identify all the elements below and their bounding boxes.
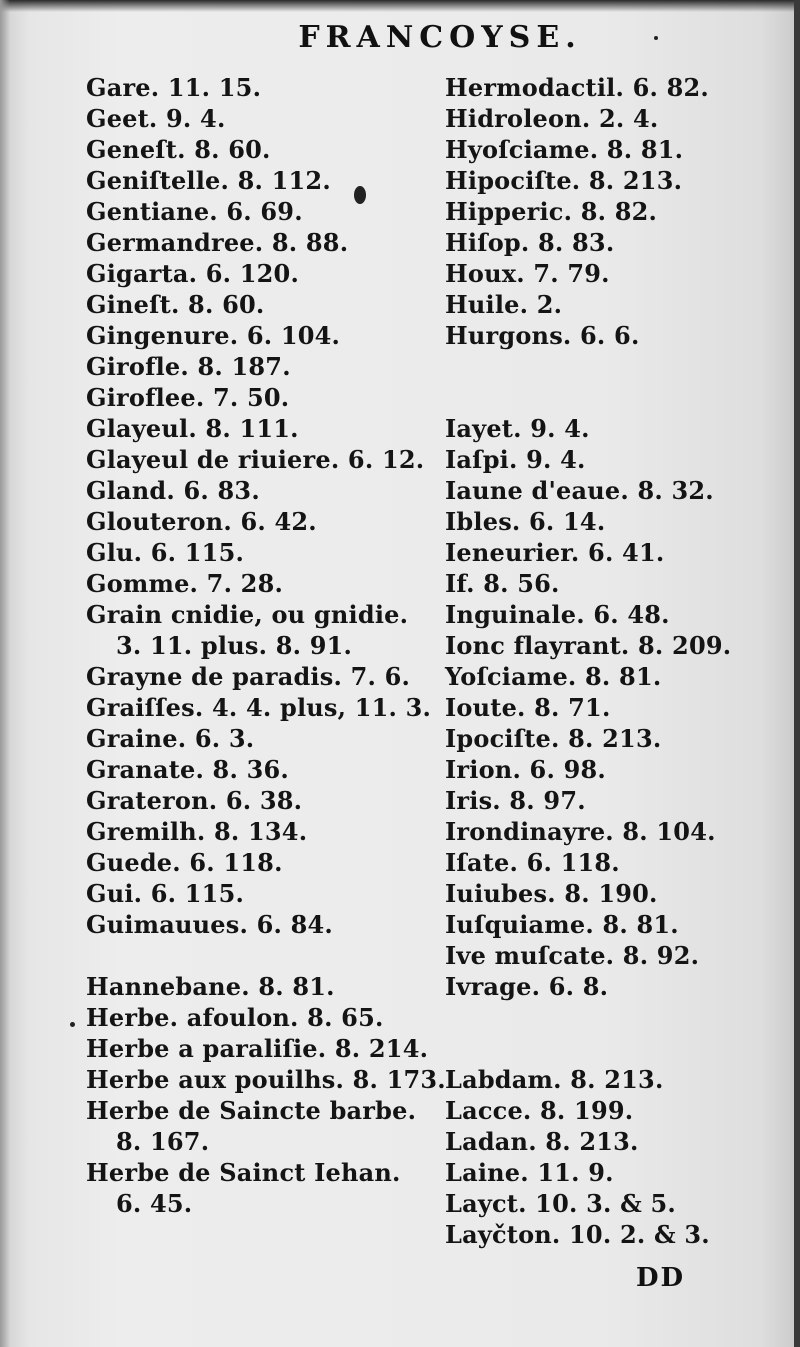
index-entry: Iayet. 9. 4. (445, 414, 590, 443)
running-head: FRANCOYSE. (298, 20, 582, 55)
index-entry: Herbe a paraliſie. 8. 214. (86, 1034, 429, 1063)
index-entry: Guimauues. 6. 84. (86, 910, 333, 939)
index-entry: Gigarta. 6. 120. (86, 259, 300, 288)
index-entry: Herbe de Saincte barbe. (86, 1096, 417, 1125)
index-entry: Houx. 7. 79. (445, 259, 610, 288)
index-entry: Gingenure. 6. 104. (86, 321, 341, 350)
index-entry-continuation: 3. 11. plus. 8. 91. (116, 631, 353, 660)
index-entry: Irondinayre. 8. 104. (445, 817, 716, 846)
index-entry: Yoſciame. 8. 81. (445, 662, 662, 691)
index-entry: Glu. 6. 115. (86, 538, 245, 567)
index-entry: Iaune d'eaue. 8. 32. (445, 476, 714, 505)
ink-speck (654, 36, 658, 40)
index-entry: Glouteron. 6. 42. (86, 507, 317, 536)
index-entry: Gineſt. 8. 60. (86, 290, 265, 319)
index-entry: Iuiubes. 8. 190. (445, 879, 658, 908)
index-entry: Glayeul. 8. 111. (86, 414, 299, 443)
index-entry: Ioute. 8. 71. (445, 693, 611, 722)
index-entry: Ive muſcate. 8. 92. (445, 941, 700, 970)
index-entry: Hipociſte. 8. 213. (445, 166, 683, 195)
section-gap (445, 351, 790, 382)
index-entry: Gentiane. 6. 69. (86, 197, 303, 226)
index-entry: Geet. 9. 4. (86, 104, 226, 133)
index-entry: Hermodactil. 6. 82. (445, 73, 709, 102)
index-column-right (445, 72, 790, 1250)
index-entry: Germandree. 8. 88. (86, 228, 349, 257)
index-entry: Ionc flayrant. 8. 209. (445, 631, 732, 660)
index-entry: Graine. 6. 3. (86, 724, 255, 753)
index-entry: Iaſpi. 9. 4. (445, 445, 586, 474)
index-entry: Iſate. 6. 118. (445, 848, 620, 877)
index-entry: Iris. 8. 97. (445, 786, 586, 815)
index-entry: Hurgons. 6. 6. (445, 321, 640, 350)
gutter-shadow (0, 0, 10, 1347)
index-entry: Hipperic. 8. 82. (445, 197, 658, 226)
page-top-shadow (0, 0, 800, 12)
index-entry: Labdam. 8. 213. (445, 1065, 664, 1094)
index-entry: If. 8. 56. (445, 569, 560, 598)
index-entry: Girofle. 8. 187. (86, 352, 291, 381)
index-entry: Hyoſciame. 8. 81. (445, 135, 684, 164)
section-gap (86, 940, 446, 971)
index-entry: Hannebane. 8. 81. (86, 972, 335, 1001)
index-column-left (86, 72, 446, 1219)
page-right-edge (794, 0, 800, 1347)
index-entry: Geneſt. 8. 60. (86, 135, 271, 164)
index-entry: Herbe de Sainct Iehan. (86, 1158, 401, 1187)
index-entry-continuation: 6. 45. (116, 1189, 193, 1218)
index-entry: Inguinale. 6. 48. (445, 600, 670, 629)
index-entry: Granate. 8. 36. (86, 755, 289, 784)
index-entry: Lacce. 8. 199. (445, 1096, 634, 1125)
section-gap (445, 1002, 790, 1033)
index-entry: Herbe. afoulon. 8. 65. (86, 1003, 384, 1032)
index-entry: Grayne de paradis. 7. 6. (86, 662, 411, 691)
index-entry: Gui. 6. 115. (86, 879, 245, 908)
index-entry: Grain cnidie, ou gnidie. (86, 600, 409, 629)
index-entry: Layčton. 10. 2. & 3. (445, 1220, 710, 1249)
index-entry-continuation: 8. 167. (116, 1127, 210, 1156)
index-entry: Gomme. 7. 28. (86, 569, 284, 598)
ink-speck (70, 1022, 75, 1027)
index-entry: Gare. 11. 15. (86, 73, 262, 102)
index-entry: Hidroleon. 2. 4. (445, 104, 659, 133)
section-gap (445, 1033, 790, 1064)
index-entry: Gremilh. 8. 134. (86, 817, 308, 846)
index-entry: Iuſquiame. 8. 81. (445, 910, 679, 939)
index-entry: Ipociſte. 8. 213. (445, 724, 662, 753)
index-entry: Ieneurier. 6. 41. (445, 538, 665, 567)
index-entry: Ibles. 6. 14. (445, 507, 606, 536)
index-entry: Giroflee. 7. 50. (86, 383, 290, 412)
index-entry: Laine. 11. 9. (445, 1158, 614, 1187)
index-entry: Geniſtelle. 8. 112. (86, 166, 331, 195)
ink-blot (354, 186, 366, 204)
index-entry: Grateron. 6. 38. (86, 786, 303, 815)
index-entry: Herbe aux pouilhs. 8. 173. (86, 1065, 446, 1094)
index-entry: Glayeul de riuiere. 6. 12. (86, 445, 425, 474)
index-entry: Layct. 10. 3. & 5. (445, 1189, 676, 1218)
index-entry: Hiſop. 8. 83. (445, 228, 615, 257)
index-entry: Gland. 6. 83. (86, 476, 260, 505)
index-entry: Ladan. 8. 213. (445, 1127, 639, 1156)
signature-mark: DD (636, 1263, 686, 1293)
index-entry: Huile. 2. (445, 290, 563, 319)
index-entry: Guede. 6. 118. (86, 848, 283, 877)
index-entry: Irion. 6. 98. (445, 755, 606, 784)
index-entry: Ivrage. 6. 8. (445, 972, 609, 1001)
section-gap (445, 382, 790, 413)
index-entry: Graiſſes. 4. 4. plus, 11. 3. (86, 693, 432, 722)
